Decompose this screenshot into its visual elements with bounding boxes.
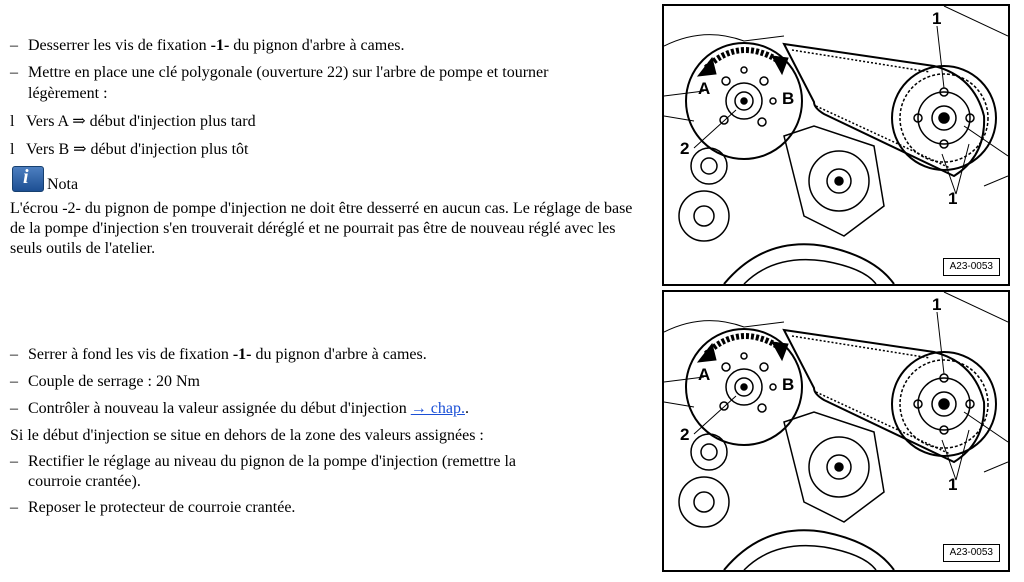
- label-1: 1: [932, 295, 942, 314]
- step-text: Mettre en place une clé polygonale (ouverture 22) sur l'arbre de pompe et tourner: [28, 64, 549, 81]
- nota-text: L'écrou -2- du pignon de pompe d'injection ne doit être desserré en aucun cas. Le réglage de base de la pompe d'injection s'en trouverait déréglé et ne pourrait pas être de nouveau réglé avec les seuls outils de l'atelier.: [10, 200, 633, 257]
- step-text: Reposer le protecteur de courroie crantée.: [28, 499, 296, 516]
- step-text-end: du pignon d'arbre à cames.: [229, 37, 405, 54]
- label-2: 2: [680, 139, 690, 158]
- dash: –: [10, 346, 18, 363]
- step-text-end: du pignon d'arbre à cames.: [251, 346, 427, 363]
- label-a: A: [698, 79, 711, 98]
- engine-diagram: [664, 292, 1008, 570]
- step-text: Couple de serrage : 20 Nm: [28, 373, 200, 390]
- label-2: 2: [680, 425, 690, 444]
- condition-text: Si le début d'injection se situe en dehors de la zone des valeurs assignées :: [10, 427, 484, 444]
- dash: –: [10, 499, 18, 516]
- dash: –: [10, 64, 18, 81]
- step-text-end: .: [464, 400, 469, 417]
- label-b: B: [782, 89, 795, 108]
- bullet-text: Vers A ⇒ début d'injection plus tard: [26, 113, 256, 130]
- label-1-lower: 1: [948, 475, 958, 494]
- diagram-figure-1: [662, 4, 1010, 286]
- info-icon: i: [12, 166, 44, 192]
- step-text: Desserrer les vis de fixation: [28, 37, 211, 54]
- chapter-link[interactable]: → chap.: [410, 400, 465, 417]
- engine-diagram: [664, 6, 1008, 284]
- part-ref: -1-: [232, 346, 252, 363]
- label-a: A: [698, 365, 711, 384]
- nota-title: Nota: [47, 176, 79, 193]
- figure-code: A23-0053: [943, 544, 1000, 562]
- dash: –: [10, 453, 18, 470]
- label-1-lower: 1: [948, 189, 958, 208]
- step-text-cont: courroie crantée).: [28, 473, 141, 490]
- dash: –: [10, 400, 18, 417]
- dash: –: [10, 373, 18, 390]
- part-ref: -1-: [210, 37, 230, 54]
- dash: –: [10, 37, 18, 54]
- bullet-marker: l: [10, 141, 15, 158]
- label-1: 1: [932, 9, 942, 28]
- diagram-figure-2: [662, 290, 1010, 572]
- step-text-cont: légèrement :: [28, 85, 108, 102]
- step-text: Contrôler à nouveau la valeur assignée du début d'injection: [28, 400, 411, 417]
- label-b: B: [782, 375, 795, 394]
- step-text: Rectifier le réglage au niveau du pignon de la pompe d'injection (remettre la: [28, 453, 517, 470]
- bullet-text: Vers B ⇒ début d'injection plus tôt: [26, 141, 249, 158]
- step-text: Serrer à fond les vis de fixation: [28, 346, 233, 363]
- bullet-marker: l: [10, 113, 15, 130]
- figure-code: A23-0053: [943, 258, 1000, 276]
